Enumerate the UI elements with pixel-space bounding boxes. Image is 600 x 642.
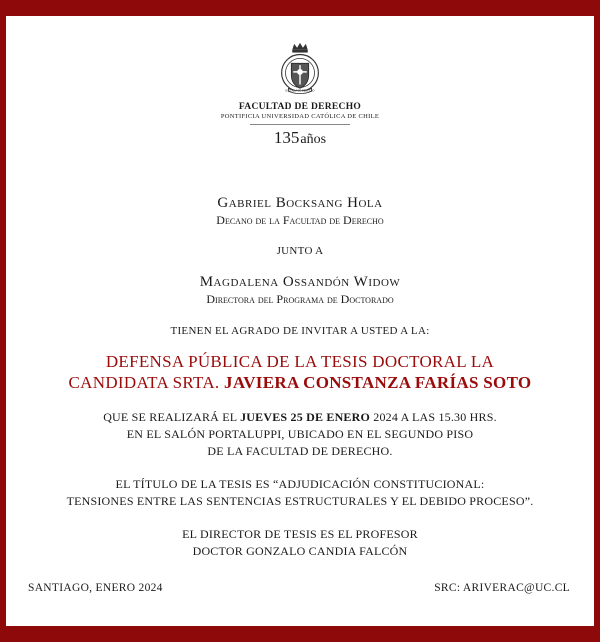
event-date: JUEVES 25 DE ENERO xyxy=(240,410,371,424)
event-details xyxy=(16,409,584,460)
thesis-director xyxy=(16,526,584,560)
anniversary-word: años xyxy=(300,132,327,147)
university-name: PONTIFICIA UNIVERSIDAD CATÓLICA DE CHILE xyxy=(220,113,380,120)
dean-name: Gabriel Bocksang Hola xyxy=(217,195,383,211)
director-name: Magdalena Ossandón Widow xyxy=(199,274,401,290)
details-time: 2024 A LAS 15.30 HRS. xyxy=(373,410,497,424)
anniversary-number: 135 xyxy=(273,128,300,147)
candidate-prefix: CANDIDATA SRTA. xyxy=(68,373,220,392)
anniversary-mark xyxy=(6,128,594,148)
dean-role: Decano de la Facultad de Derecho xyxy=(216,213,384,227)
thesis-director-line2: DOCTOR GONZALO CANDIA FALCÓN xyxy=(192,544,408,558)
thesis-title-line2: TENSIONES ENTRE LAS SENTENCIAS ESTRUCTURALES Y EL DEBIDO PROCESO”. xyxy=(66,494,534,508)
director-role: Directora del Programa de Doctorado xyxy=(206,292,394,306)
together-text: JUNTO A xyxy=(276,245,324,257)
university-seal-icon xyxy=(271,40,329,98)
header xyxy=(6,40,594,148)
candidate-name: JAVIERA CONSTANZA FARÍAS SOTO xyxy=(224,373,532,392)
details-line2: EN EL SALÓN PORTALUPPI, UBICADO EN EL SEGUNDO PISO xyxy=(126,427,474,441)
invitation-body xyxy=(16,194,584,560)
thesis-director-line1: EL DIRECTOR DE TESIS ES EL PROFESOR xyxy=(182,527,418,541)
details-prefix: QUE SE REALIZARÁ EL xyxy=(103,410,237,424)
event-title-line2 xyxy=(16,372,584,393)
header-divider xyxy=(250,124,350,125)
event-title xyxy=(16,351,584,393)
rsvp-contact[interactable]: SRC: ARIVERAC@UC.CL xyxy=(434,582,570,594)
thesis-title xyxy=(16,476,584,510)
place-date: SANTIAGO, ENERO 2024 xyxy=(28,582,163,594)
seal-banner-text: ESCUELA DE DERECHO xyxy=(285,89,315,93)
thesis-title-line1: EL TÍTULO DE LA TESIS ES “ADJUDICACIÓN CONSTITUCIONAL: xyxy=(115,477,485,491)
event-title-line1: DEFENSA PÚBLICA DE LA TESIS DOCTORAL LA xyxy=(105,352,495,371)
details-line1 xyxy=(16,409,584,426)
details-line3: DE LA FACULTAD DE DERECHO. xyxy=(207,444,393,458)
invite-text: TIENEN EL AGRADO DE INVITAR A USTED A LA: xyxy=(170,325,430,337)
faculty-name: FACULTAD DE DERECHO xyxy=(238,102,362,112)
